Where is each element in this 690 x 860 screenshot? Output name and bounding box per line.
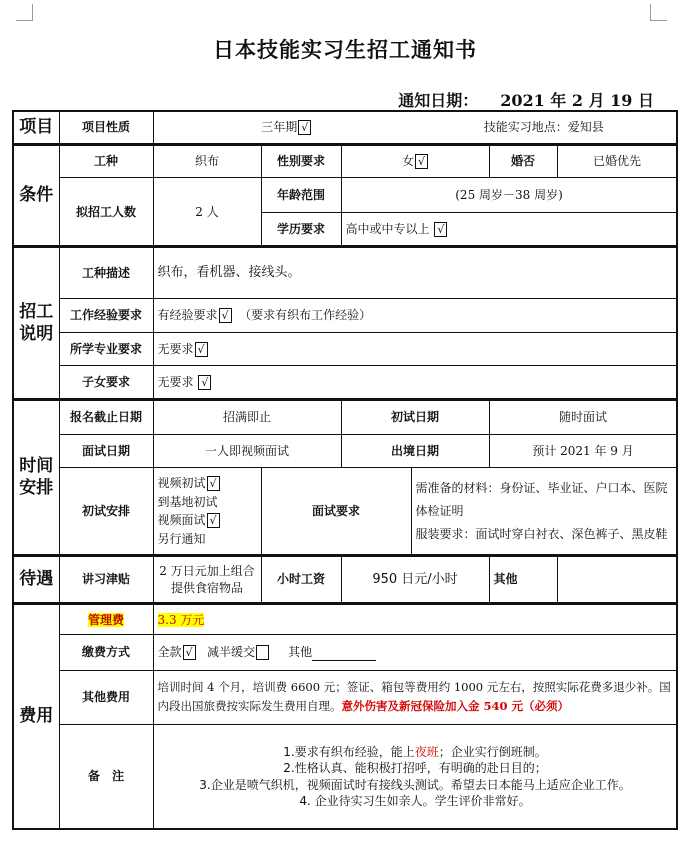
- allowance-line2: 提供食宿物品: [170, 580, 243, 595]
- req-materials: 需准备的材料：身份证、毕业证、户口本、医院体检证明: [415, 480, 668, 518]
- hourly-wage-label: 小时工资: [261, 556, 341, 604]
- document-title: 日本技能实习生招工通知书: [213, 37, 477, 62]
- mgmt-fee-amount: 3.3 万元: [157, 612, 205, 627]
- other-fees-text: 培训时间 4 个月，培训费 6600 元；签证、箱包等费用约 1000 元左右，按照实际花费多退少补。国内段出国旅费按实际发生费用自理。: [157, 680, 671, 714]
- gender-value: [341, 144, 489, 177]
- section-recruit: [13, 247, 59, 399]
- first-date-value: 随时面试: [489, 399, 677, 434]
- hire-count-label: 拟招工人数: [59, 178, 153, 247]
- section-recruit-line2: 说明: [19, 323, 54, 344]
- interview-date-label: 面试日期: [59, 434, 153, 467]
- mgmt-fee-label-text: 管理费: [87, 612, 124, 627]
- allowance-line1: 2 万日元加上组合: [159, 564, 255, 579]
- remark-2: 2.性格认真、能积极打招呼，有明确的赴日目的；: [283, 761, 547, 776]
- mgmt-fee-label: [59, 604, 153, 635]
- allowance-label: 讲习津贴: [59, 556, 153, 604]
- req-dress: 服装要求：面试时穿白衬衣、深色裤子、黑皮鞋: [415, 526, 668, 541]
- allowance-value: [153, 556, 261, 604]
- experience-note: （要求有织布工作经验）: [239, 308, 372, 323]
- experience-label: 工作经验要求: [59, 299, 153, 332]
- option-base-first: 到基地初试: [157, 494, 218, 509]
- deadline-label: 报名截止日期: [59, 399, 153, 434]
- remark-1-start: 1.要求有织布经验，能上: [283, 745, 415, 760]
- section-schedule-line2: 安排: [19, 478, 54, 499]
- recruitment-form-table: [12, 110, 678, 830]
- mgmt-fee-value: [153, 604, 677, 635]
- gender-checkbox[interactable]: √: [415, 154, 428, 169]
- project-nature-label: 项目性质: [59, 111, 153, 144]
- age-label: 年龄范围: [261, 178, 341, 212]
- pay-full-checkbox[interactable]: √: [183, 645, 196, 660]
- treatment-other-value: [557, 556, 677, 604]
- payment-method-label: 缴费方式: [59, 635, 153, 670]
- children-label: 子女要求: [59, 366, 153, 399]
- other-fees-label: 其他费用: [59, 670, 153, 724]
- remark-1-end: ；企业实行倒班制。: [438, 745, 547, 760]
- interview-req-label: 面试要求: [261, 468, 411, 556]
- first-arrangement-label: 初试安排: [59, 468, 153, 556]
- section-recruit-line1: 招工: [19, 301, 54, 322]
- interview-req-value: [411, 468, 677, 556]
- video-first-checkbox[interactable]: √: [207, 476, 220, 491]
- section-treatment: 待遇: [13, 556, 59, 604]
- children-checkbox[interactable]: √: [198, 375, 211, 390]
- education-value: [341, 212, 677, 246]
- major-value: [153, 332, 677, 365]
- option-later-notice: 另行通知: [157, 531, 206, 546]
- major-label: 所学专业要求: [59, 332, 153, 365]
- marital-value: 已婚优先: [557, 144, 677, 177]
- option-video-first: 视频初试: [157, 476, 206, 490]
- remark-3: 3.企业是喷气织机，视频面试时有接线头测试。希望去日本能马上适应企业工作。: [199, 777, 631, 792]
- children-value: [153, 366, 677, 399]
- interview-date-value: 一人即视频面试: [153, 434, 341, 467]
- payment-method-value: [153, 635, 677, 670]
- job-label: 工种: [59, 144, 153, 177]
- pay-other: 其他: [288, 645, 313, 660]
- pay-half-checkbox[interactable]: [256, 645, 269, 660]
- other-fees-value: [153, 670, 677, 724]
- notice-date-value: 2021 年 2 月 19 日: [500, 91, 654, 110]
- pay-other-blank[interactable]: [312, 648, 376, 661]
- gender-label: 性别要求: [261, 144, 341, 177]
- pay-half: 减半缓交: [206, 645, 255, 660]
- gender-text: 女: [401, 154, 414, 169]
- crop-mark-right: [650, 4, 667, 21]
- deadline-value: 招满即止: [153, 399, 341, 434]
- crop-mark-left: [16, 4, 33, 21]
- experience-value: [153, 299, 677, 332]
- experience-text: 有经验要求: [157, 308, 218, 323]
- marital-label: 婚否: [489, 144, 557, 177]
- option-video-interview: 视频面试: [157, 513, 206, 528]
- major-text: 无要求: [157, 341, 194, 356]
- education-text: 高中或中专以上: [345, 221, 430, 236]
- video-interview-checkbox[interactable]: √: [207, 513, 220, 528]
- job-desc-label: 工种描述: [59, 247, 153, 299]
- education-label: 学历要求: [261, 212, 341, 246]
- project-term: 三年期: [261, 120, 298, 135]
- notice-date-label: 通知日期：: [398, 91, 479, 110]
- remarks-value: [153, 725, 677, 829]
- section-schedule-line1: 时间: [19, 456, 54, 477]
- major-checkbox[interactable]: √: [195, 342, 208, 357]
- age-value: (25 周岁－38 周岁): [341, 178, 677, 212]
- remarks-label: 备 注: [59, 725, 153, 829]
- section-project: 项目: [13, 111, 59, 144]
- section-conditions: 条件: [13, 144, 59, 246]
- remark-4: 4. 企业待实习生如亲人。学生评价非常好。: [299, 793, 531, 808]
- pay-full: 全款: [157, 645, 182, 660]
- hire-count-value: 2 人: [153, 178, 261, 247]
- hourly-wage-value: 950 日元/小时: [341, 556, 489, 604]
- section-fees: 费用: [13, 604, 59, 829]
- remark-1-night: 夜班: [414, 745, 439, 760]
- term-checkbox[interactable]: √: [298, 120, 311, 135]
- project-nature-value: [153, 111, 677, 144]
- first-arrangement-options: [153, 468, 261, 556]
- treatment-other-label: 其他: [489, 556, 557, 604]
- job-desc-value: 织布，看机器、接线头。: [153, 247, 677, 299]
- project-location: 技能实习地点：爱知县: [483, 120, 604, 135]
- departure-label: 出境日期: [341, 434, 489, 467]
- children-text: 无要求: [157, 374, 194, 389]
- section-schedule: [13, 399, 59, 556]
- job-value: 织布: [153, 144, 261, 177]
- education-checkbox[interactable]: √: [434, 222, 447, 237]
- notice-date: [398, 88, 654, 111]
- first-date-label: 初试日期: [341, 399, 489, 434]
- insurance-note: 意外伤害及新冠保险加入金 540 元（必须）: [341, 699, 570, 714]
- departure-value: 预计 2021 年 9 月: [489, 434, 677, 467]
- experience-checkbox[interactable]: √: [219, 308, 232, 323]
